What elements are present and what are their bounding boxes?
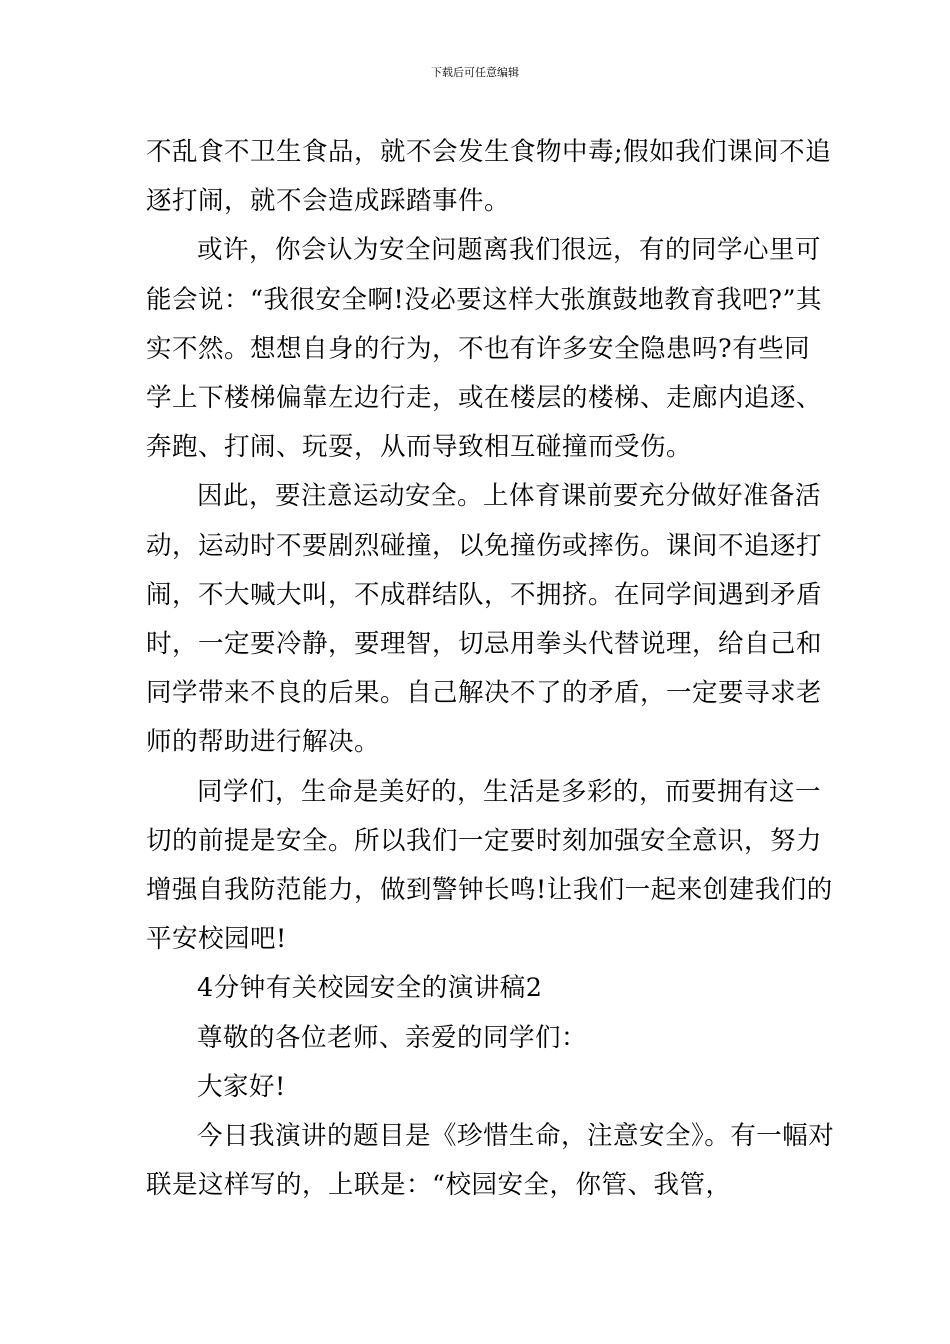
paragraph: 或许，你会认为安全问题离我们很远，有的同学心里可能会说：“我很安全啊!没必要这样大张旗鼓地教育我吧?”其实不然。想想自身的行为，不也有许多安全隐患吗?有些同学上下楼梯偏靠左边行走，或在楼层的楼梯、走廊内追逐、奔跑、打闹、玩耍，从而导致相互碰撞而受伤。 (146, 235, 823, 463)
page-header: 下载后可任意编辑 (431, 66, 519, 79)
document-body (146, 128, 836, 1210)
greeting: 大家好! (197, 1071, 286, 1102)
paragraph: 同学们，生命是美好的，生活是多彩的，而要拥有这一切的前提是安全。所以我们一定要时刻加强安全意识，努力增强自我防范能力，做到警钟长鸣!让我们一起来创建我们的平安校园吧! (146, 776, 833, 955)
paragraph-continuation: 不乱食不卫生食品，就不会发生食物中毒;假如我们课间不追逐打闹，就不会造成踩踏事件。 (146, 137, 832, 217)
paragraph: 今日我演讲的题目是《珍惜生命，注意安全》。有一幅对联是这样写的，上联是：“校园安全，你管、我管， (146, 1121, 835, 1201)
paragraph: 因此，要注意运动安全。上体育课前要充分做好准备活动，运动时不要剧烈碰撞，以免撞伤或摔伤。课间不追逐打闹，不大喊大叫，不成群结队，不拥挤。在同学间遇到矛盾时，一定要冷静，要理智，切忌用拳头代替说理，给自己和同学带来不良的后果。自己解决不了的矛盾，一定要寻求老师的帮助进行解决。 (146, 481, 823, 758)
salutation: 尊敬的各位老师、亲爱的同学们： (197, 1022, 588, 1053)
section-title: 4分钟有关校园安全的演讲稿2 (197, 973, 543, 1004)
